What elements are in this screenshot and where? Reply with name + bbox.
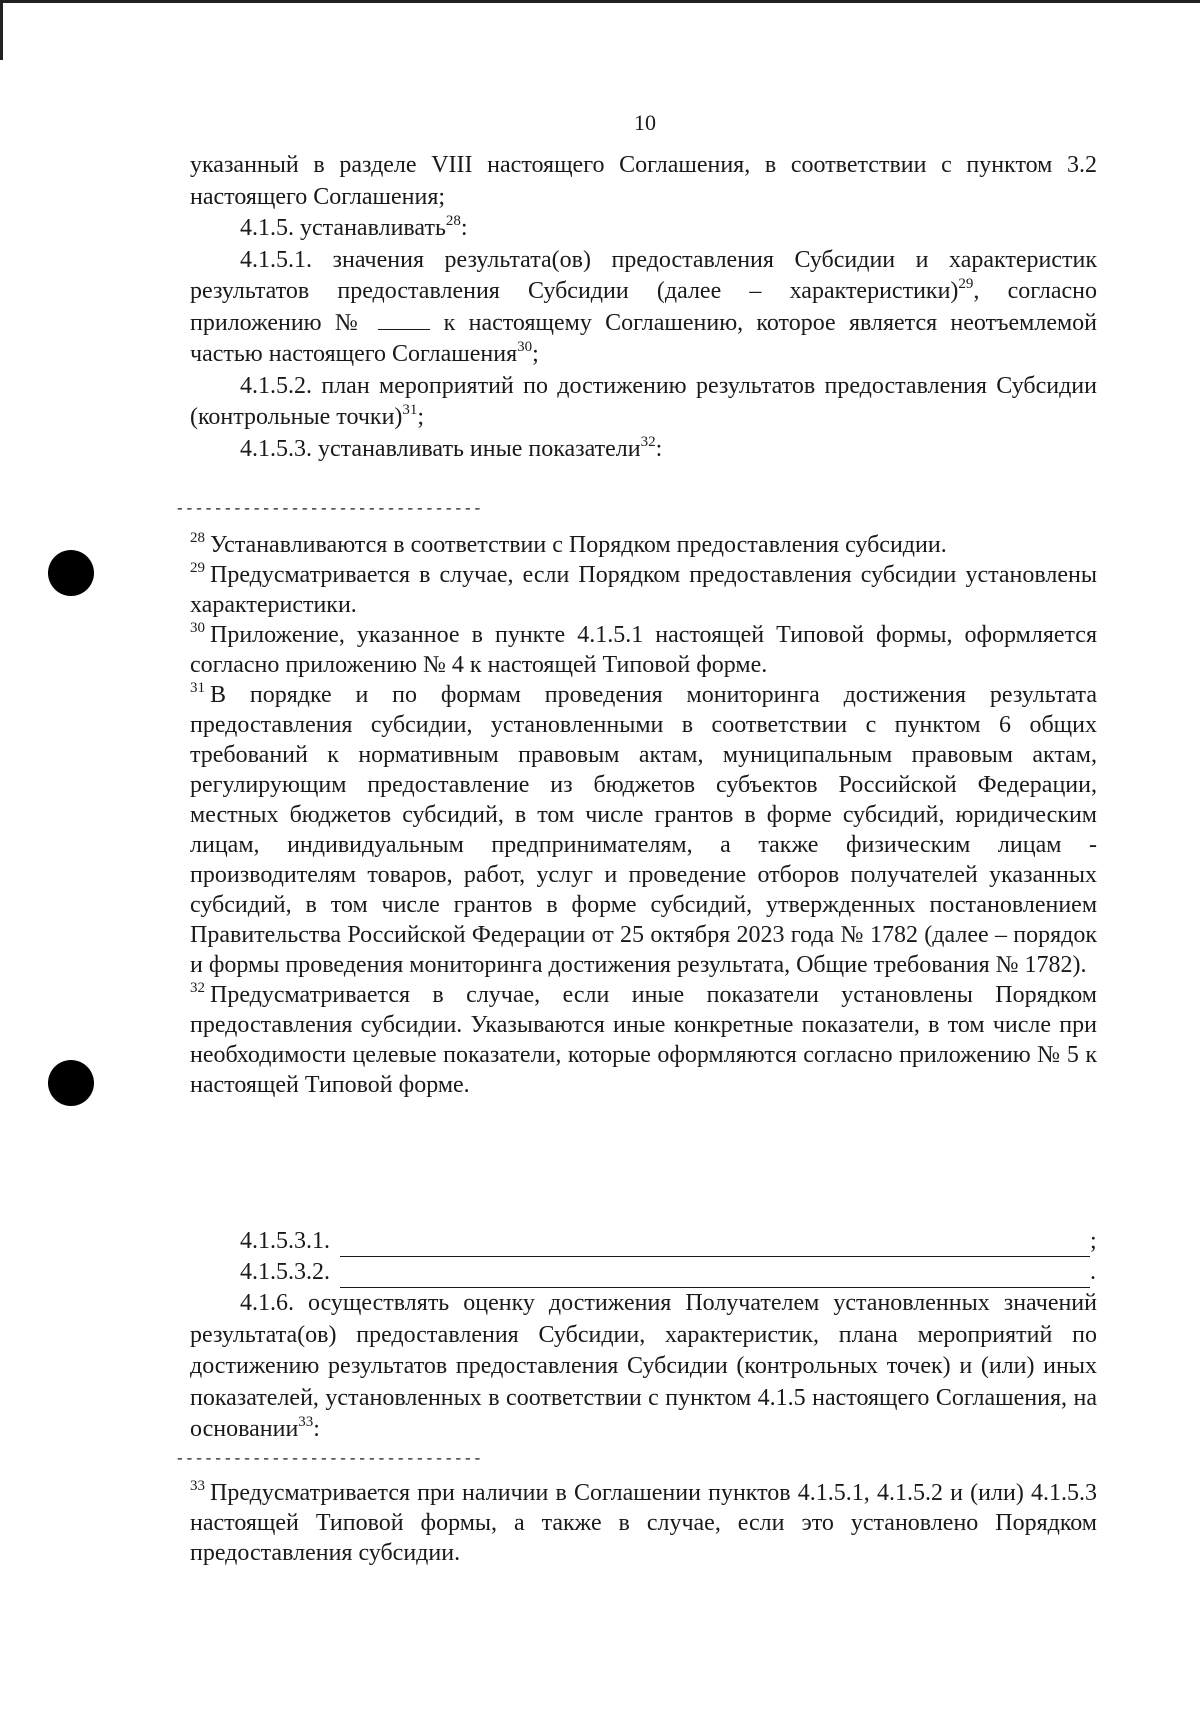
clause-4-1-6: 4.1.6. осуществлять оценку достижения Получателем установленных значений результата(ов) предоставления Субсидии, характеристик, плана мероприятий по достижению результатов предоставления Субсидии (контрольных точек) и (или) иных показателей, установленных в соответствии с пунктом 4.1.5 настоящего Соглашения, на основании$^{33}$: <box>190 1290 1097 1442</box>
footnote-ref: 29 <box>958 276 974 292</box>
footnotes-block-2 <box>190 1478 1097 1568</box>
footnote: $^{29}$ Предусматривается в случае, если Порядком предоставления субсидии установлены характеристики. <box>190 560 1097 618</box>
fill-line <box>340 1234 1090 1257</box>
fill-label: 4.1.5.3.1. <box>240 1228 330 1254</box>
footnote: $^{30}$ Приложение, указанное в пункте 4.1.5.1 настоящей Типовой формы, оформляется согласно приложению № 4 к настоящей Типовой форме. <box>190 620 1097 678</box>
footnote-ref: 28 <box>445 213 461 229</box>
scan-top-edge <box>0 0 1200 3</box>
fill-label: 4.1.5.3.2. <box>240 1259 330 1285</box>
main-clauses <box>190 150 1097 465</box>
footnotes-block <box>190 530 1097 1100</box>
blank-field <box>378 309 430 330</box>
page-number: 10 <box>634 110 656 135</box>
footnote: $^{31}$ В порядке и по формам проведения мониторинга достижения результата предоставления субсидии, установленными в соответствии с пунктом 6 общих требований к нормативным правовым актам, муниципальным правовым актам, регулирующим предоставление из бюджетов субъектов Российской Федерации, местных бюджетов субсидий, в том числе грантов в форме субсидий, юридическим лицам, индивидуальным предпринимателям, а также физическим лицам - производителям товаров, работ, услуг и проведение отборов получателей указанных субсидий, в том числе грантов в форме субсидий, утвержденных постановлением Правительства Российской Федерации от 25 октября 2023 года № 1782 (далее – порядок и формы проведения мониторинга достижения результата, Общие требования № 1782). <box>190 680 1097 978</box>
clause-4-1-6-block <box>190 1288 1097 1446</box>
fill-line-row: 4.1.5.3.1. ; <box>240 1226 1100 1257</box>
punch-hole <box>48 550 94 596</box>
clause-4-1-5: 4.1.5. устанавливать$^{28}$: <box>240 213 468 241</box>
clause-4-1-5-1: 4.1.5.1. значения результата(ов) предоставления Субсидии и характеристик результатов предоставления Субсидии (далее – характеристики)$^{29}$, согласно приложению № к настоящему Соглашению, которое является неотъемлемой частью настоящего Соглашения$^{30}$; <box>190 246 1098 367</box>
clause-4-1-5-2: 4.1.5.2. план мероприятий по достижению результатов предоставления Субсидии (контрольные точки)$^{31}$; <box>190 372 1097 430</box>
footnote-ref: 33 <box>298 1414 314 1430</box>
fill-line <box>340 1265 1090 1288</box>
fill-line-row: 4.1.5.3.2. . <box>240 1257 1100 1288</box>
footnote-ref: 30 <box>517 339 533 355</box>
paragraph-continuation: указанный в разделе VIII настоящего Соглашения, в соответствии с пунктом 3.2 настоящего Соглашения; <box>190 152 1097 210</box>
footnote-ref: 31 <box>402 402 418 418</box>
scan-left-edge <box>0 0 3 60</box>
footnote: $^{33}$ Предусматривается при наличии в Соглашении пунктов 4.1.5.1, 4.1.5.2 и (или) 4.1.5.3 настоящей Типовой формы, а также в случае, если это установлено Порядком предоставления субсидии. <box>190 1478 1097 1566</box>
footnote: $^{28}$ Устанавливаются в соответствии с Порядком предоставления субсидии. <box>190 530 947 558</box>
clause-4-1-5-3: 4.1.5.3. устанавливать иные показатели$^{32}$: <box>240 433 663 462</box>
footnote-ref: 32 <box>640 433 656 450</box>
footnote-separator: -------------------------------- <box>175 1450 483 1468</box>
footnote: $^{32}$ Предусматривается в случае, если иные показатели установлены Порядком предоставления субсидии. Указываются иные конкретные показатели, в том числе при необходимости целевые показатели, которые оформляются согласно приложению № 5 к настоящей Типовой форме. <box>190 980 1097 1098</box>
footnote-separator: -------------------------------- <box>175 500 483 518</box>
punch-hole <box>48 1060 94 1106</box>
